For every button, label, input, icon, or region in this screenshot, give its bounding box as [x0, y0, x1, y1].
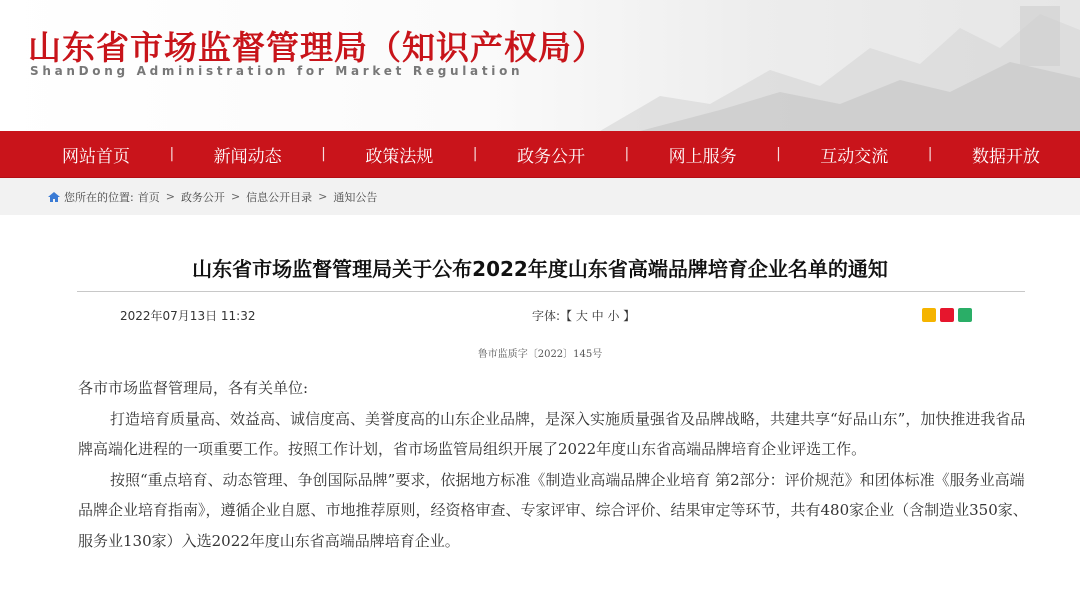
nav-government-affairs[interactable]: 政务公开: [516, 146, 585, 167]
salutation: 各市市场监督管理局，各有关单位:: [78, 379, 309, 397]
breadcrumb-separator: >: [230, 190, 241, 203]
font-size-selector[interactable]: 字体:【 大 中 小 】: [532, 309, 636, 323]
site-title[interactable]: 山东省市场监督管理局（知识产权局）: [28, 28, 606, 67]
breadcrumb-separator: >: [165, 190, 175, 203]
publish-date: 2022年07月13日 11:32: [120, 309, 256, 323]
nav-home[interactable]: 网站首页: [62, 146, 130, 167]
site-header: [0, 0, 1080, 131]
paragraph: 按照“重点培育、动态管理、争创国际品牌”要求，依据地方标准《制造业高端品牌企业培育 第2部分：评价规范》和团体标准《服务业高端品牌企业培育指南》，遵循企业自愿、市地推荐原则，经资格审查、专家评审、综合评价、结果审定等环节，共有480家企业（含制造业350家、服务业130家）入选2022年度山东省高端品牌培育企业。: [78, 470, 1028, 550]
nav-separator: |: [472, 146, 478, 162]
site-subtitle: ShanDong Administration for Market Regulation: [30, 64, 524, 78]
nav-open-data[interactable]: 数据开放: [971, 146, 1040, 167]
share-bar: [922, 308, 972, 322]
nav-online-services[interactable]: 网上服务: [668, 146, 737, 167]
document-number: 鲁市监质字〔2022〕145号: [477, 349, 603, 360]
breadcrumb-separator: >: [318, 190, 328, 203]
title-divider: [77, 291, 1025, 292]
breadcrumb-prefix: 您所在的位置:: [64, 190, 134, 204]
mountain-landscape-image: [600, 0, 1080, 131]
main-nav: [0, 131, 1080, 178]
nav-news[interactable]: 新闻动态: [213, 146, 282, 167]
wechat-icon[interactable]: [958, 308, 972, 322]
nav-separator: |: [169, 146, 175, 162]
nav-separator: |: [321, 146, 326, 162]
nav-policy[interactable]: 政策法规: [365, 146, 434, 167]
home-icon: [48, 192, 60, 202]
nav-separator: |: [776, 146, 781, 162]
article-title: 山东省市场监督管理局关于公布2022年度山东省高端品牌培育企业名单的通知: [192, 257, 888, 281]
article-body: [78, 373, 1028, 556]
qzone-icon[interactable]: [922, 308, 936, 322]
breadcrumb-notices[interactable]: 通知公告: [333, 190, 378, 204]
breadcrumb: [0, 178, 1080, 215]
nav-interaction[interactable]: 互动交流: [820, 146, 889, 167]
nav-separator: |: [927, 146, 933, 162]
nav-separator: |: [624, 146, 630, 162]
weibo-icon[interactable]: [940, 308, 954, 322]
breadcrumb-info-directory[interactable]: 信息公开目录: [246, 190, 313, 204]
breadcrumb-government-affairs[interactable]: 政务公开: [180, 190, 225, 204]
paragraph: 打造培育质量高、效益高、诚信度高、美誉度高的山东企业品牌，是深入实施质量强省及品牌战略，共建共享“好品山东”，加快推进我省品牌高端化进程的一项重要工作。按照工作计划，省市场监管局组织开展了2022年度山东省高端品牌培育企业评选工作。: [78, 409, 1026, 458]
breadcrumb-home[interactable]: 首页: [137, 190, 160, 204]
